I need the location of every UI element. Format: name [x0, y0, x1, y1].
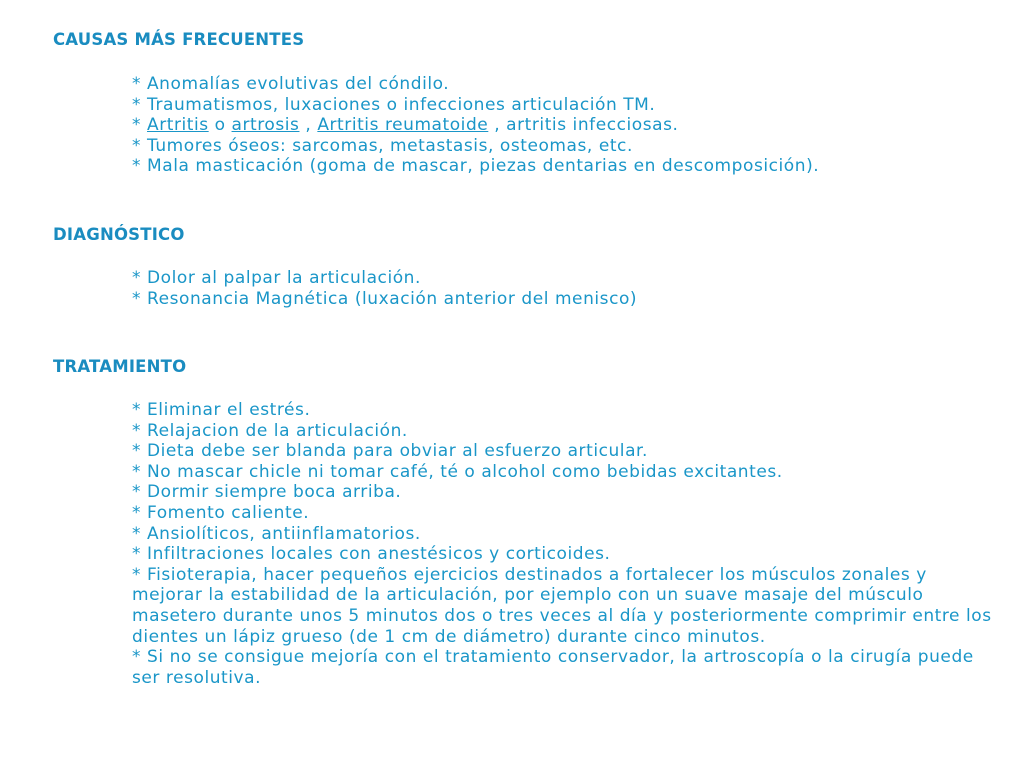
list-item: * Fisioterapia, hacer pequeños ejercicios destinados a fortalecer los músculos zonales y mejorar la estabilidad de la articulación, por ejemplo con un suave masaje del músculo masetero durante unos 5 minutos dos o tres veces al día y posteriormente comprimir entre los dientes un lápiz grueso (de 1 cm de diámetro) durante cinco minutos.: [132, 564, 992, 647]
list-item: * No mascar chicle ni tomar café, té o alcohol como bebidas excitantes.: [132, 461, 783, 482]
list-item-prefix: *: [132, 115, 148, 136]
list-item: * Dormir siempre boca arriba.: [132, 482, 402, 503]
list-item: * Dolor al palpar la articulación.: [132, 268, 421, 288]
heading-tratamiento: TRATAMIENTO: [53, 357, 187, 376]
list-item: * Anomalías evolutivas del cóndilo.: [132, 74, 450, 94]
causas-list: [132, 74, 1002, 177]
list-item: * Fomento caliente.: [132, 502, 310, 523]
heading-causas: CAUSAS MÁS FRECUENTES: [53, 30, 305, 49]
list-item: * Eliminar el estrés.: [132, 400, 311, 420]
link-artrosis[interactable]: artrosis: [231, 115, 300, 136]
list-item: * Infiltraciones locales con anestésicos y corticoides.: [132, 544, 611, 565]
list-item: * Relajacion de la articulación.: [132, 420, 408, 441]
list-item: * Ansiolíticos, antiinflamatorios.: [132, 523, 421, 544]
heading-diagnostico: DIAGNÓSTICO: [53, 225, 185, 244]
link-artritis[interactable]: Artritis: [147, 115, 209, 136]
list-item: * Dieta debe ser blanda para obviar al esfuerzo articular.: [132, 441, 648, 462]
separator-text: o: [208, 115, 232, 136]
list-item: * Mala masticación (goma de mascar, piezas dentarias en descomposición).: [132, 156, 820, 177]
list-item-suffix: , artritis infecciosas.: [488, 115, 679, 136]
list-item: * Traumatismos, luxaciones o infecciones articulación TM.: [132, 94, 656, 115]
diagnostico-list: [132, 268, 1002, 309]
list-item: * Resonancia Magnética (luxación anterior del menisco): [132, 288, 638, 309]
list-item: * Si no se consigue mejoría con el tratamiento conservador, la artroscopía o la cirugía puede ser resolutiva.: [132, 647, 974, 688]
tratamiento-list: [132, 400, 1002, 688]
separator-text: ,: [299, 115, 318, 136]
link-artritis-reumatoide[interactable]: Artritis reumatoide: [317, 115, 489, 136]
list-item-arthritis: [132, 115, 1002, 136]
list-item: * Tumores óseos: sarcomas, metastasis, osteomas, etc.: [132, 135, 633, 156]
